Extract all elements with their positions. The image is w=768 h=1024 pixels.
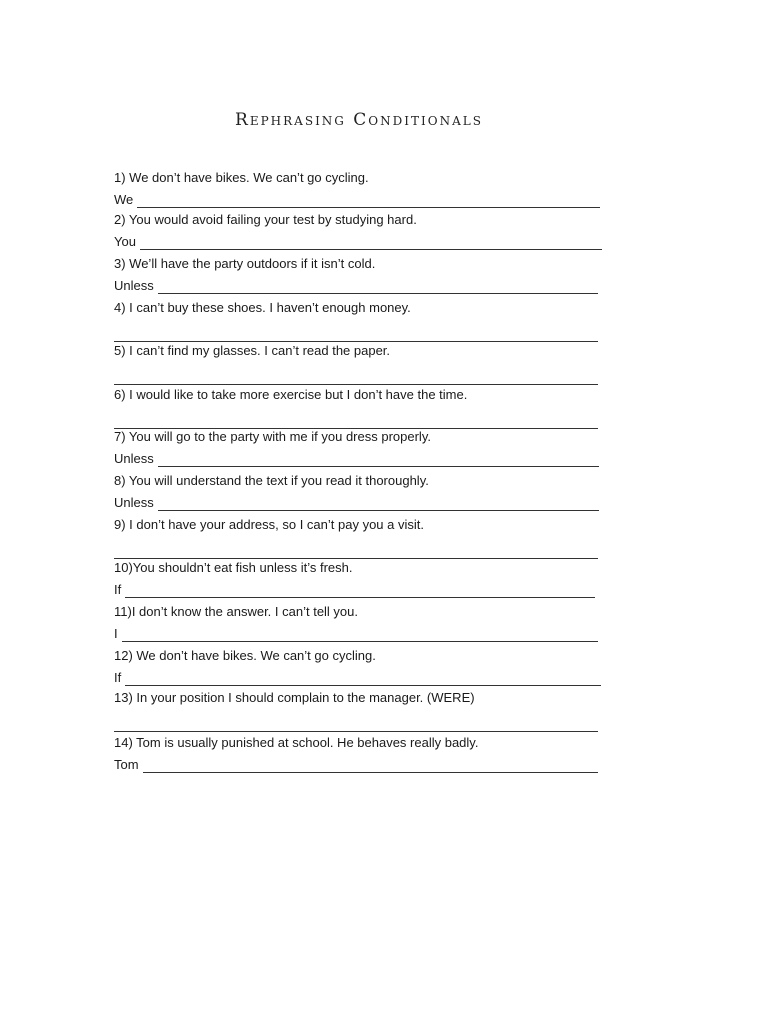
answer-line[interactable] xyxy=(125,672,601,686)
answer-row xyxy=(114,192,604,208)
answer-row xyxy=(114,369,604,385)
answer-line[interactable] xyxy=(114,328,598,342)
exercise-7 xyxy=(114,429,604,467)
exercise-4 xyxy=(114,300,604,342)
exercise-prompt: 8) You will understand the text if you read it thoroughly. xyxy=(114,473,429,488)
exercise-prompt: 7) You will go to the party with me if you dress properly. xyxy=(114,429,431,444)
exercise-prompt: 6) I would like to take more exercise but I don’t have the time. xyxy=(114,387,468,402)
answer-starter: Unless xyxy=(114,495,154,510)
exercise-6 xyxy=(114,387,604,429)
answer-line[interactable] xyxy=(114,545,598,559)
exercise-9 xyxy=(114,517,604,559)
exercise-1 xyxy=(114,170,604,208)
answer-line[interactable] xyxy=(158,453,599,467)
exercise-prompt: 5) I can’t find my glasses. I can’t read the paper. xyxy=(114,343,391,358)
answer-starter: If xyxy=(114,670,122,685)
answer-row xyxy=(114,413,604,429)
exercise-prompt: 4) I can’t buy these shoes. I haven’t enough money. xyxy=(114,300,411,315)
exercise-11 xyxy=(114,604,604,642)
answer-row xyxy=(114,582,604,598)
answer-row xyxy=(114,543,604,559)
answer-row xyxy=(114,451,604,467)
answer-starter: Unless xyxy=(114,278,154,293)
answer-row xyxy=(114,716,604,732)
exercise-prompt: 10)You shouldn’t eat fish unless it’s fresh. xyxy=(114,560,353,575)
answer-row xyxy=(114,757,604,773)
answer-starter: We xyxy=(114,192,134,207)
exercise-prompt: 12) We don’t have bikes. We can’t go cycling. xyxy=(114,648,376,663)
exercise-prompt: 9) I don’t have your address, so I can’t pay you a visit. xyxy=(114,517,424,532)
answer-starter: I xyxy=(114,626,118,641)
exercise-5 xyxy=(114,343,604,385)
answer-row xyxy=(114,670,604,686)
answer-line[interactable] xyxy=(114,415,598,429)
exercise-prompt: 1) We don’t have bikes. We can’t go cycling. xyxy=(114,170,369,185)
answer-row xyxy=(114,626,604,642)
worksheet-title: Rephrasing Conditionals xyxy=(235,110,483,130)
exercise-prompt: 11)I don’t know the answer. I can’t tell you. xyxy=(114,604,359,619)
answer-line[interactable] xyxy=(122,628,598,642)
answer-row xyxy=(114,278,604,294)
exercise-13 xyxy=(114,690,604,732)
exercise-prompt: 2) You would avoid failing your test by studying hard. xyxy=(114,212,417,227)
answer-row xyxy=(114,326,604,342)
exercise-8 xyxy=(114,473,604,511)
answer-starter: If xyxy=(114,582,122,597)
answer-line[interactable] xyxy=(125,584,595,598)
answer-line[interactable] xyxy=(143,759,598,773)
answer-line[interactable] xyxy=(137,194,600,208)
answer-row xyxy=(114,495,604,511)
answer-line[interactable] xyxy=(114,371,598,385)
exercise-prompt: 13) In your position I should complain to the manager. (WERE) xyxy=(114,690,475,705)
exercise-3 xyxy=(114,256,604,294)
exercise-2 xyxy=(114,212,604,250)
exercise-14 xyxy=(114,735,604,773)
answer-starter: Tom xyxy=(114,757,139,772)
exercise-prompt: 3) We’ll have the party outdoors if it isn’t cold. xyxy=(114,256,376,271)
exercise-10 xyxy=(114,560,604,598)
answer-line[interactable] xyxy=(158,497,599,511)
answer-row xyxy=(114,234,604,250)
exercise-prompt: 14) Tom is usually punished at school. He behaves really badly. xyxy=(114,735,479,750)
answer-line[interactable] xyxy=(158,280,598,294)
answer-line[interactable] xyxy=(140,236,602,250)
answer-starter: Unless xyxy=(114,451,154,466)
exercise-12 xyxy=(114,648,604,686)
answer-starter: You xyxy=(114,234,136,249)
answer-line[interactable] xyxy=(114,718,598,732)
